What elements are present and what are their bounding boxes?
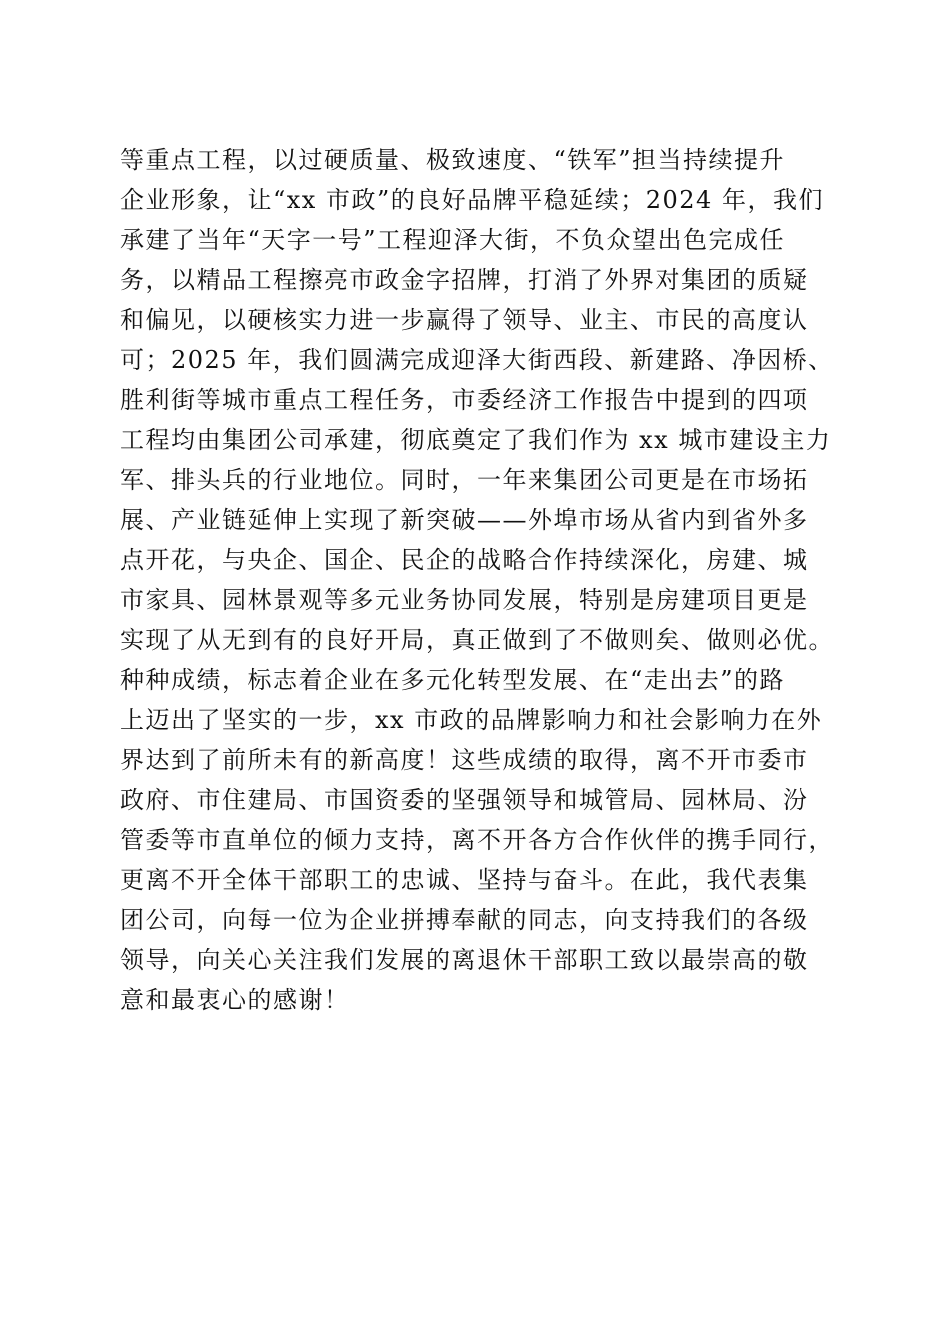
- text-line: 领导，向关心关注我们发展的离退休干部职工致以最崇高的敬: [120, 946, 809, 974]
- text-line: 等重点工程，以过硬质量、极致速度、“铁军”担当持续提升: [120, 146, 786, 174]
- text-line: 种种成绩，标志着企业在多元化转型发展、在“走出去”的路: [120, 666, 786, 694]
- text-line: 实现了从无到有的良好开局，真正做到了不做则矣、做则必优。: [120, 626, 834, 654]
- text-line: 意和最衷心的感谢！: [120, 986, 350, 1014]
- text-line: 更离不开全体干部职工的忠诚、坚持与奋斗。在此，我代表集: [120, 866, 809, 894]
- text-line: 管委等市直单位的倾力支持，离不开各方合作伙伴的携手同行，: [120, 826, 834, 854]
- text-line: 点开花，与央企、国企、民企的战略合作持续深化，房建、城: [120, 546, 809, 574]
- text-line: 工程均由集团公司承建，彻底奠定了我们作为 xx 城市建设主力: [120, 426, 832, 454]
- text-line: 承建了当年“天字一号”工程迎泽大街，不负众望出色完成任: [120, 226, 786, 254]
- text-line: 军、排头兵的行业地位。同时，一年来集团公司更是在市场拓: [120, 466, 809, 494]
- text-line: 团公司，向每一位为企业拼搏奉献的同志，向支持我们的各级: [120, 906, 809, 934]
- text-line: 胜利街等城市重点工程任务，市委经济工作报告中提到的四项: [120, 386, 809, 414]
- text-line: 可；2025 年，我们圆满完成迎泽大街西段、新建路、净因桥、: [120, 346, 834, 374]
- text-line: 企业形象，让“xx 市政”的良好品牌平稳延续；2024 年，我们: [120, 186, 824, 214]
- text-line: 界达到了前所未有的新高度！这些成绩的取得，离不开市委市: [120, 746, 809, 774]
- text-line: 务，以精品工程擦亮市政金字招牌，打消了外界对集团的质疑: [120, 266, 809, 294]
- text-line: 政府、市住建局、市国资委的坚强领导和城管局、园林局、汾: [120, 786, 809, 814]
- text-line: 展、产业链延伸上实现了新突破——外埠市场从省内到省外多: [120, 506, 809, 534]
- text-line: 和偏见，以硬核实力进一步赢得了领导、业主、市民的高度认: [120, 306, 809, 334]
- text-line: 上迈出了坚实的一步，xx 市政的品牌影响力和社会影响力在外: [120, 706, 823, 734]
- body-paragraph: [120, 140, 840, 1020]
- text-line: 市家具、园林景观等多元业务协同发展，特别是房建项目更是: [120, 586, 809, 614]
